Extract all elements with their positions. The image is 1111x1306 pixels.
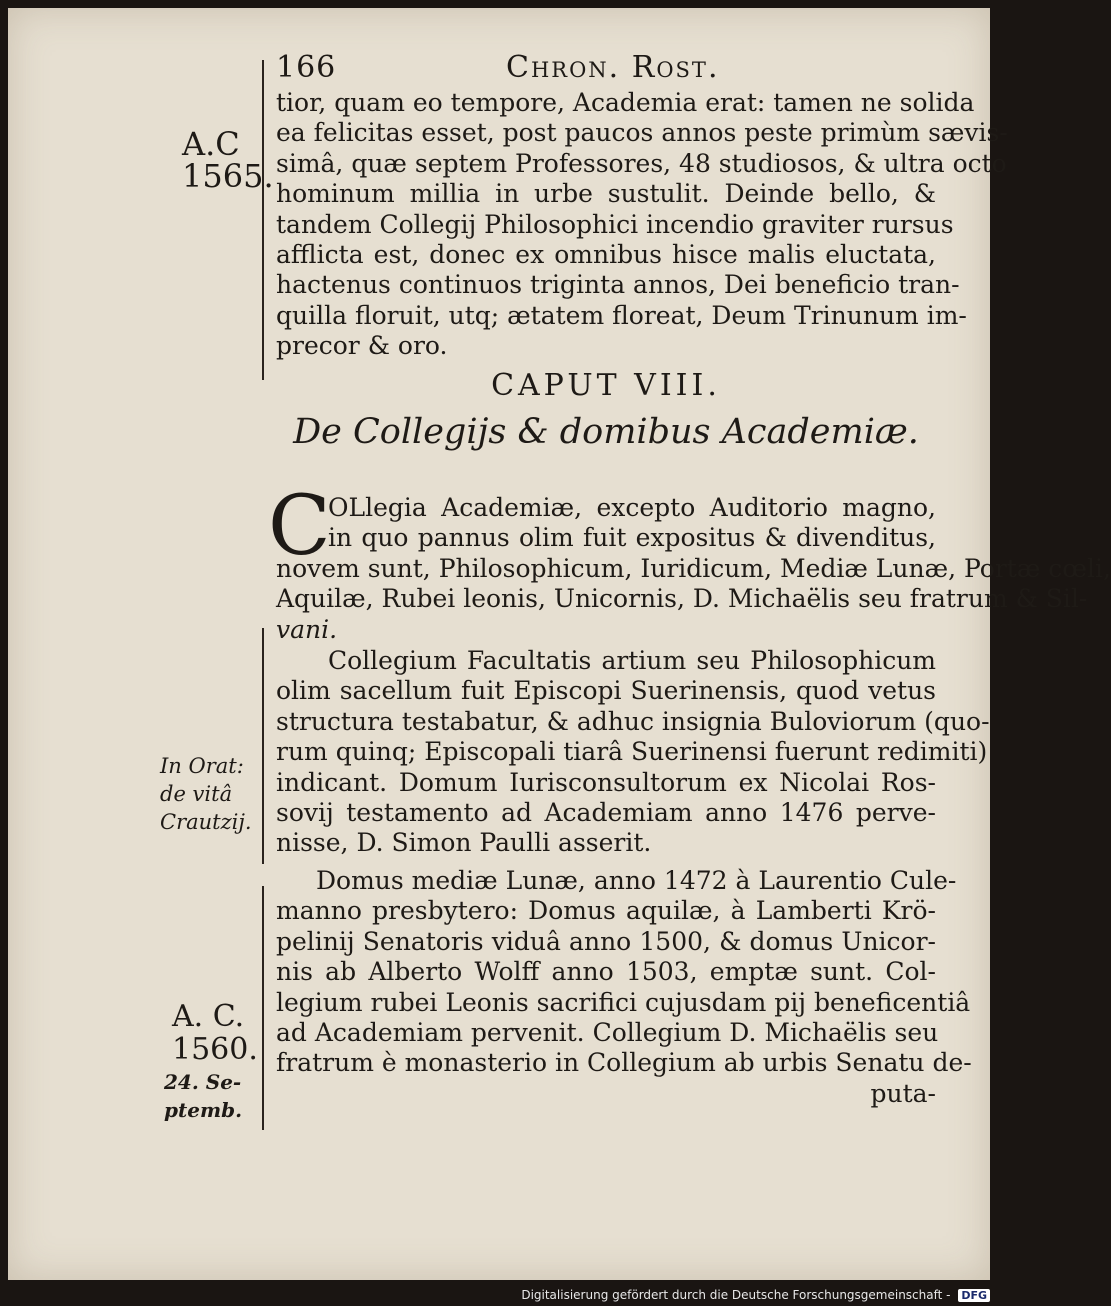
text-line: ad Academiam pervenit. Collegium D. Michaëlis seu bbox=[276, 1018, 939, 1048]
drop-cap: C bbox=[268, 479, 331, 574]
running-title: Chron. Rost. bbox=[506, 50, 720, 85]
text-line: nis ab Alberto Wolff anno 1503, emptæ sunt. Col- bbox=[276, 957, 936, 987]
text-line: hactenus continuos triginta annos, Dei beneficio tran- bbox=[276, 270, 960, 300]
page-header bbox=[276, 50, 936, 88]
footer-text: Digitalisierung gefördert durch die Deutsche Forschungsgemeinschaft - bbox=[521, 1288, 951, 1302]
text-line: indicant. Domum Iurisconsultorum ex Nicolai Ros- bbox=[276, 767, 936, 797]
text-line: simâ, quæ septem Professores, 48 studiosos, & ultra octo bbox=[276, 148, 1007, 178]
paragraph-2 bbox=[276, 493, 1111, 645]
text-line: in quo pannus olim fuit expositus & divenditus, bbox=[328, 523, 936, 553]
text-line: precor & oro. bbox=[276, 331, 448, 361]
margin-note-year-1560: A. C. 1560. bbox=[172, 999, 258, 1067]
text-line: OLlegia Academiæ, excepto Auditorio magno, bbox=[328, 493, 936, 522]
footer-credit bbox=[0, 1288, 990, 1302]
paragraph-1 bbox=[276, 88, 1008, 362]
margin-note-orat: In Orat: de vitâ Crautzij. bbox=[160, 754, 252, 834]
text-line: Domus mediæ Lunæ, anno 1472 à Laurentio Cule- bbox=[316, 866, 957, 895]
text-line: Aquilæ, Rubei leonis, Unicornis, D. Michaëlis seu fratrum & Sil- bbox=[276, 584, 1088, 614]
chapter-subtitle: De Collegijs & domibus Academiæ. bbox=[293, 412, 919, 452]
text-line: novem sunt, Philosophicum, Iuridicum, Mediæ Lunæ, Portæ cœli, bbox=[276, 553, 1111, 583]
page-number: 166 bbox=[276, 50, 337, 85]
text-line: tandem Collegij Philosophici incendio graviter rursus bbox=[276, 209, 954, 239]
text-line: legium rubei Leonis sacrifici cujusdam pij beneficentiâ bbox=[276, 987, 971, 1017]
text-line: quilla floruit, utq; ætatem floreat, Deum Trinunum im- bbox=[276, 300, 967, 330]
dfg-logo: DFG bbox=[958, 1289, 990, 1302]
text-line: olim sacellum fuit Episcopi Suerinensis, quod vetus bbox=[276, 676, 936, 706]
text-line: afflicta est, donec ex omnibus hisce malis eluctata, bbox=[276, 240, 936, 270]
text-line: manno presbytero: Domus aquilæ, à Lamberti Krö- bbox=[276, 896, 936, 926]
text-line: fratrum è monasterio in Collegium ab urbis Senatu de- bbox=[276, 1048, 972, 1078]
text-line: Collegium Facultatis artium seu Philosophicum bbox=[328, 646, 936, 675]
margin-note-year-1565: A.C 1565. bbox=[182, 125, 274, 195]
text-line: ea felicitas esset, post paucos annos peste primùm sævis- bbox=[276, 118, 1008, 148]
paragraph-3 bbox=[276, 646, 990, 859]
chapter-title: CAPUT VIII. bbox=[491, 368, 721, 403]
text-line: structura testabatur, & adhuc insignia Buloviorum (quo- bbox=[276, 706, 990, 736]
text-line: hominum millia in urbe sustulit. Deinde bello, & bbox=[276, 179, 936, 209]
text-line: vani. bbox=[276, 614, 338, 644]
paragraph-4 bbox=[276, 866, 972, 1109]
text-line: pelinij Senatoris viduâ anno 1500, & domus Unicor- bbox=[276, 926, 936, 956]
text-line: nisse, D. Simon Paulli asserit. bbox=[276, 828, 652, 858]
margin-rule-top bbox=[262, 60, 264, 380]
margin-note-date: 24. Se- ptemb. bbox=[164, 1070, 243, 1122]
margin-rule-middle bbox=[262, 628, 264, 864]
text-line: sovij testamento ad Academiam anno 1476 perve- bbox=[276, 798, 936, 828]
margin-rule-bottom bbox=[262, 886, 264, 1130]
text-line: rum quinq; Episcopali tiarâ Suerinensi fuerunt redimiti) bbox=[276, 737, 988, 767]
catchword: puta- bbox=[870, 1078, 936, 1108]
text-line: tior, quam eo tempore, Academia erat: tamen ne solida bbox=[276, 88, 975, 117]
